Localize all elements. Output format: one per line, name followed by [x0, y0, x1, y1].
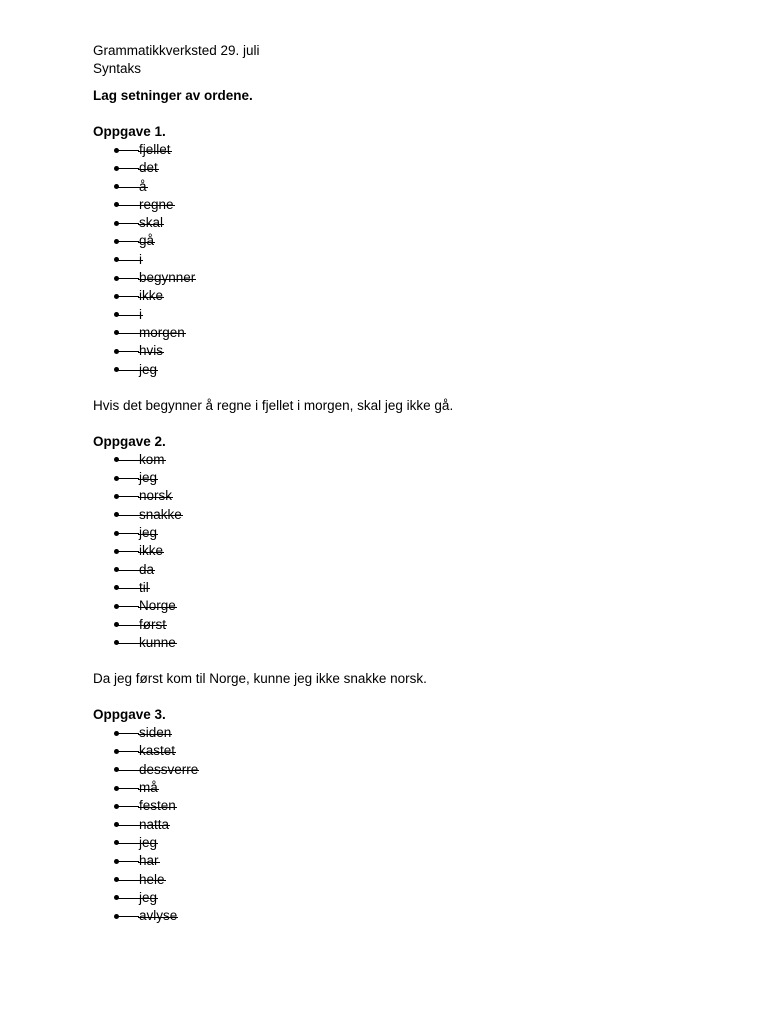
word-list-item [93, 232, 713, 250]
task-section [93, 433, 713, 706]
document-subtitle: Syntaks [93, 61, 142, 76]
strikethrough-line [115, 861, 139, 862]
struck-word: begynner [139, 269, 195, 287]
word-list-item [93, 342, 713, 360]
task-section [93, 123, 713, 433]
word-list-item [93, 816, 713, 834]
strikethrough-line [115, 296, 139, 297]
struck-word: jeg [139, 889, 157, 907]
word-list-item [93, 524, 713, 542]
word-list [93, 451, 713, 652]
struck-word: regne [139, 196, 174, 214]
word-list-item [93, 634, 713, 652]
word-list-item [93, 597, 713, 615]
struck-word: ikke [139, 287, 163, 305]
struck-word: gå [139, 232, 154, 250]
struck-word: kunne [139, 634, 176, 652]
strikethrough-line [115, 733, 139, 734]
struck-word: det [139, 159, 158, 177]
strikethrough-line [115, 916, 139, 917]
task-title: Oppgave 2. [93, 433, 166, 449]
strikethrough-line [115, 643, 139, 644]
struck-word: jeg [139, 361, 157, 379]
strikethrough-line [115, 187, 139, 188]
struck-word: jeg [139, 834, 157, 852]
word-list-item [93, 506, 713, 524]
word-list-item [93, 251, 713, 269]
struck-word: snakke [139, 506, 182, 524]
strikethrough-line [115, 898, 139, 899]
strikethrough-line [115, 625, 139, 626]
strikethrough-line [115, 370, 139, 371]
struck-word: dessverre [139, 761, 198, 779]
word-list-item [93, 542, 713, 560]
strikethrough-line [115, 880, 139, 881]
struck-word: Norge [139, 597, 176, 615]
strikethrough-line [115, 570, 139, 571]
struck-word: skal [139, 214, 163, 232]
struck-word: avlyse [139, 907, 177, 925]
strikethrough-line [115, 551, 139, 552]
struck-word: jeg [139, 524, 157, 542]
strikethrough-line [115, 496, 139, 497]
struck-word: ikke [139, 542, 163, 560]
word-list-item [93, 852, 713, 870]
struck-word: i [139, 251, 142, 269]
struck-word: å [139, 178, 147, 196]
word-list-item [93, 214, 713, 232]
strikethrough-line [115, 333, 139, 334]
strikethrough-line [115, 223, 139, 224]
struck-word: kastet [139, 742, 175, 760]
word-list-item [93, 306, 713, 324]
word-list-item [93, 269, 713, 287]
strikethrough-line [115, 606, 139, 607]
answer-sentence: Da jeg først kom til Norge, kunne jeg ikke snakke norsk. [93, 671, 427, 687]
word-list-item [93, 561, 713, 579]
struck-word: hvis [139, 342, 163, 360]
strikethrough-line [115, 241, 139, 242]
strikethrough-line [115, 278, 139, 279]
strikethrough-line [115, 315, 139, 316]
strikethrough-line [115, 770, 139, 771]
struck-word: hele [139, 871, 165, 889]
word-list-item [93, 616, 713, 634]
strikethrough-line [115, 478, 139, 479]
task-list [93, 123, 713, 943]
struck-word: norsk [139, 487, 172, 505]
word-list-item [93, 451, 713, 469]
strikethrough-line [115, 205, 139, 206]
strikethrough-line [115, 825, 139, 826]
struck-word: må [139, 779, 158, 797]
word-list-item [93, 178, 713, 196]
word-list-item [93, 287, 713, 305]
strikethrough-line [115, 843, 139, 844]
struck-word: morgen [139, 324, 185, 342]
word-list-item [93, 196, 713, 214]
word-list-item [93, 907, 713, 925]
word-list-item [93, 797, 713, 815]
document-title: Grammatikkverksted 29. juli [93, 43, 260, 58]
struck-word: har [139, 852, 159, 870]
strikethrough-line [115, 460, 139, 461]
document-page [93, 42, 713, 943]
struck-word: til [139, 579, 149, 597]
word-list-item [93, 579, 713, 597]
struck-word: i [139, 306, 142, 324]
struck-word: fjellet [139, 141, 171, 159]
word-list-item [93, 159, 713, 177]
strikethrough-line [115, 533, 139, 534]
word-list-item [93, 141, 713, 159]
word-list-item [93, 469, 713, 487]
word-list-item [93, 779, 713, 797]
word-list-item [93, 361, 713, 379]
strikethrough-line [115, 150, 139, 151]
task-title: Oppgave 3. [93, 707, 166, 723]
struck-word: da [139, 561, 154, 579]
struck-word: jeg [139, 469, 157, 487]
struck-word: kom [139, 451, 165, 469]
strikethrough-line [115, 751, 139, 752]
struck-word: natta [139, 816, 169, 834]
word-list-item [93, 724, 713, 742]
struck-word: først [139, 616, 166, 634]
struck-word: siden [139, 724, 171, 742]
strikethrough-line [115, 260, 139, 261]
strikethrough-line [115, 788, 139, 789]
word-list-item [93, 487, 713, 505]
word-list-item [93, 889, 713, 907]
word-list [93, 141, 713, 379]
struck-word: festen [139, 797, 176, 815]
strikethrough-line [115, 806, 139, 807]
instruction: Lag setninger av ordene. [93, 88, 253, 103]
task-section [93, 706, 713, 943]
task-title: Oppgave 1. [93, 124, 166, 139]
word-list-item [93, 761, 713, 779]
strikethrough-line [115, 168, 139, 169]
word-list-item [93, 742, 713, 760]
word-list-item [93, 834, 713, 852]
strikethrough-line [115, 588, 139, 589]
word-list-item [93, 324, 713, 342]
answer-sentence: Hvis det begynner å regne i fjellet i morgen, skal jeg ikke gå. [93, 397, 454, 413]
strikethrough-line [115, 515, 139, 516]
word-list [93, 724, 713, 925]
word-list-item [93, 871, 713, 889]
strikethrough-line [115, 351, 139, 352]
